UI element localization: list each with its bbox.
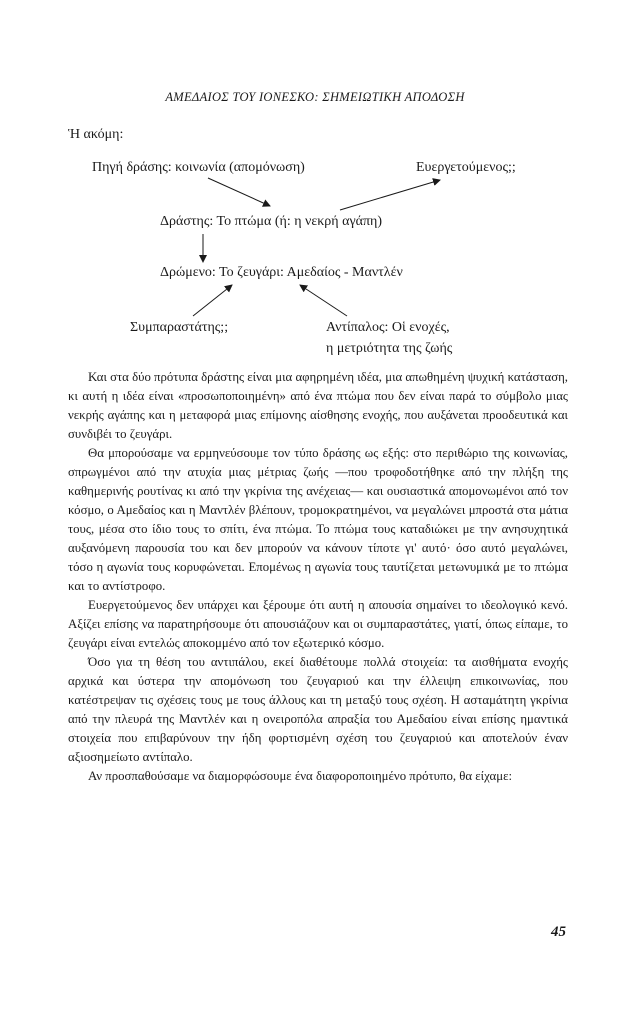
diagram-opponent-line1: Αντίπαλος: Οἱ ενοχές,: [326, 320, 450, 335]
diagram-actor: Δράστης: Το πτώμα (ή: η νεκρή αγάπη): [160, 214, 383, 229]
actantial-diagram-arrows: [0, 0, 630, 360]
diagram-source: Πηγή δράσης: κοινωνία (απομόνωση): [92, 160, 305, 175]
arrow-helper-to-object: [193, 285, 232, 316]
arrow-actor-to-beneficiary: [340, 180, 440, 210]
diagram-beneficiary: Ευεργετούμενος;;: [416, 160, 516, 175]
page-number: 45: [551, 924, 566, 940]
paragraph: Ευεργετούμενος δεν υπάρχει και ξέρουμε ότι αυτή η απουσία σημαίνει το ιδεολογικό κενό. Αξίζει επίσης να παρατηρήσουμε ότι απουσιάζουν και οι συμπαραστάτες, γιατί, όπως είπαμε, το ζευγάρι είναι εντελώς αποκομμένο από τον εξωτερικό κόσμο.: [68, 598, 568, 650]
paragraph: Αν προσπαθούσαμε να διαμορφώσουμε ένα διαφοροποιημένο πρότυπο, θα είχαμε:: [88, 769, 513, 783]
intro-label: Ἡ ακόμη:: [68, 127, 124, 142]
paragraph: Θα μπορούσαμε να ερμηνεύσουμε τον τύπο δράσης ως εξής: στο περιθώριο της κοινωνίας, σπρωγμένοι από την ατυχία μιας μέτριας ζωής —που τροφοδοτήθηκε από την πλήξη της καθημερινής ρουτίνας κι από την γκρίνια της ανέχειας— και ουσιαστικά απομονωμένοι από τον κόσμο, ο Αμεδαίος και η Μαντλέν βλέπουν, τρομοκρατημένοι, να μεγαλώνει μπροστά στα μάτια τους, μέσα στο ίδιο τους το σπίτι, ένα πτώμα. Το πτώμα τους καταδιώκει με την ανησυχητικά αυξανόμενη παρουσία του και δεν μπορούν να κάνουν τίποτε γι' αυτό· όσο αυτό μεγαλώνει, τόσο η αγωνία τους κορυφώνεται. Επομένως η αγωνία τους ταυτίζεται μετωνυμικά με το πτώμα και το αντίστροφο.: [68, 446, 568, 593]
diagram-opponent-line2: η μετριότητα της ζωής: [326, 341, 453, 356]
running-header: ΑΜΕΔΑΙΟΣ ΤΟΥ ΙΟΝΕΣΚΟ: ΣΗΜΕΙΩΤΙΚΗ ΑΠΟΔΟΣΗ: [165, 90, 465, 104]
body-text: [68, 368, 568, 786]
paragraph: Και στα δύο πρότυπα δράστης είναι μια αφηρημένη ιδέα, μια απωθημένη ψυχική κατάσταση, κι αυτή η ιδέα είναι «προσωποποιημένη» από ένα πτώμα που δεν είναι παρά το σύμβολο μιας νεκρής αγάπης και η μεταφορά μιας επίμονης αίσθησης ενοχής, που αυξάνεται προοδευτικά και συνδιβέι το ζευγάρι.: [68, 370, 568, 441]
arrow-source-to-actor: [208, 178, 270, 206]
paragraph: Όσο για τη θέση του αντιπάλου, εκεί διαθέτουμε πολλά στοιχεία: τα αισθήματα ενοχής αρχικά και ύστερα την απομόνωση του ζευγαριού και την έλλειψη επικοινωνίας, που κατέστρεψαν τις σχέσεις τους με τους άλλους και τη μεταξύ τους σχέση. Η ασταμάτητη γκρίνια από την πλευρά της Μαντλέν και η ονειροπόλα απραξία του Αμεδαίου είναι επίσης ημαντικά στοιχεία που επιβαρύνουν την ήδη φορτισμένη σχέση του ζευγαριού και αποτελούν έναν αξιοσημείωτο αντίπαλο.: [68, 655, 568, 764]
diagram-helper: Συμπαραστάτης;;: [130, 320, 229, 335]
diagram-object: Δρώμενο: Το ζευγάρι: Αμεδαίος - Μαντλέν: [160, 265, 403, 280]
arrow-opponent-to-object: [300, 285, 347, 316]
